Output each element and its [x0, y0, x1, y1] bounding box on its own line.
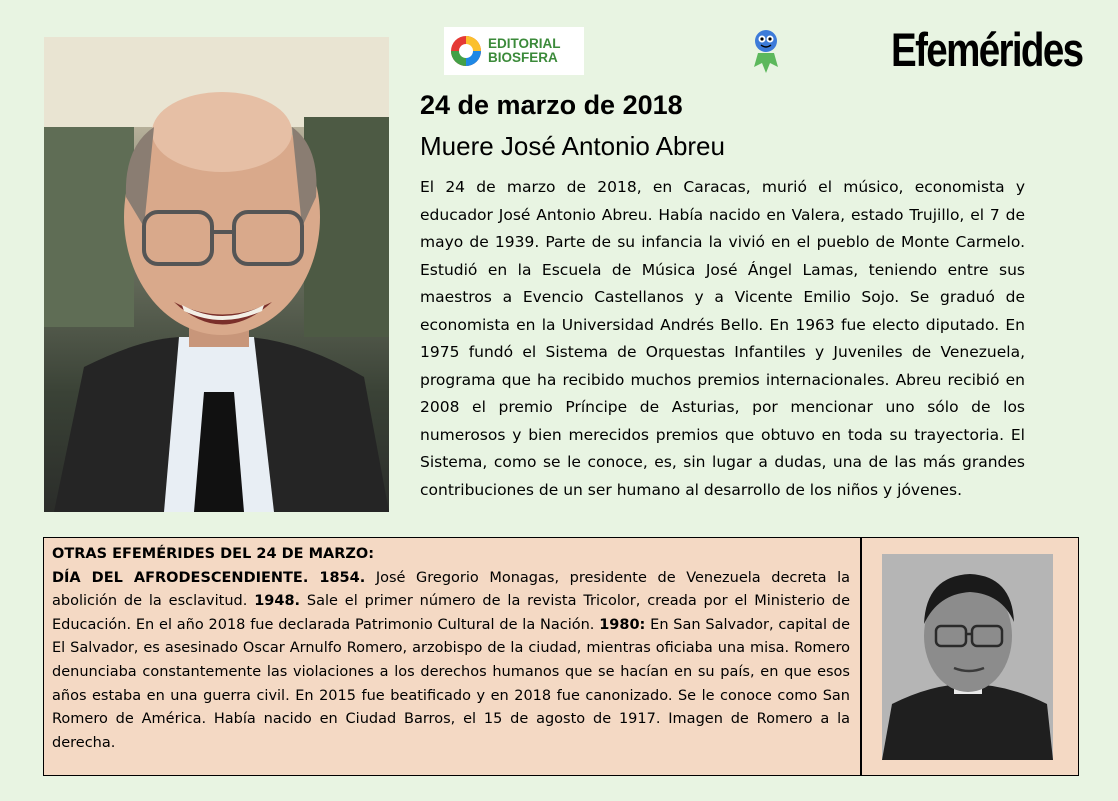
biosfera-globe-icon	[450, 35, 482, 67]
logo-text-line2: BIOSFERA	[488, 50, 558, 65]
other-events-text	[52, 543, 850, 755]
event-1-text: José Gregorio Monagas, presidente de Venezuela decreta la abolición de la esclavitud.	[52, 569, 850, 610]
event-1-label: DÍA DEL AFRODESCENDIENTE. 1854.	[52, 569, 366, 586]
event-2-text: Sale el primer número de la revista Tricolor, creada por el Ministerio de Educación. En el año 2018 fue declarada Patrimonio Cultural de la Nación.	[52, 593, 850, 633]
article-body: El 24 de marzo de 2018, en Caracas, murió el músico, economista y educador José Antonio Abreu. Había nacido en Valera, estado Trujillo, el 7 de mayo de 1939. Parte de su infancia la vivió en el pueblo de Monte Carmelo. Estudió en la Escuela de Música José Ángel Lamas, teniendo entre sus maestros a Evencio Castellanos y a Vicente Emilio Sojo. Se graduó de economista en la Universidad Andrés Bello. En 1963 fue electo diputado. En 1975 fundó el Sistema de Orquestas Infantiles y Juveniles de Venezuela, programa que ha recibido muchos premios internacionales. Abreu recibió en 2008 el premio Príncipe de Asturias, por mencionar uno sólo de los numerosos y bien merecidos premios que obtuvo en toda su trayectoria. El Sistema, como se le conoce, es, sin lugar a dudas, una de las más grandes contribuciones de un ser humano al desarrollo de los niños y jóvenes.	[420, 178, 1025, 499]
article-headline: Muere José Antonio Abreu	[420, 131, 725, 161]
romero-illustration	[882, 554, 1053, 760]
event-2-label: 1948.	[254, 593, 301, 610]
other-events-heading: OTRAS EFEMÉRIDES DEL 24 DE MARZO:	[52, 546, 375, 562]
editorial-biosfera-logo	[444, 27, 584, 75]
logo-text-line1: EDITORIAL	[488, 36, 561, 51]
section-title: Efemérides	[890, 23, 1082, 76]
article-date: 24 de marzo de 2018	[420, 90, 683, 120]
box-divider	[860, 538, 862, 775]
event-3-label: 1980:	[599, 616, 646, 633]
portrait-illustration	[44, 37, 389, 512]
other-events-box	[43, 537, 1079, 776]
portrait-photo-romero	[882, 554, 1053, 760]
portrait-photo-abreu	[44, 37, 389, 512]
event-3-text: En San Salvador, capital de El Salvador, es asesinado Oscar Arnulfo Romero, arzobispo de la ciudad, mientras oficiaba una misa. Romero denunciaba constantemente las violaciones a los derechos humanos que se hacían en su país, en que esos años estaba en una guerra civil. En 2015 fue beatificado y en 2018 fue canonizado. Se le conoce como San Romero de América. Había nacido en Ciudad Barros, el 15 de agosto de 1917. Imagen de Romero a la derecha.	[52, 616, 851, 751]
mascot-globe-icon	[748, 27, 784, 75]
